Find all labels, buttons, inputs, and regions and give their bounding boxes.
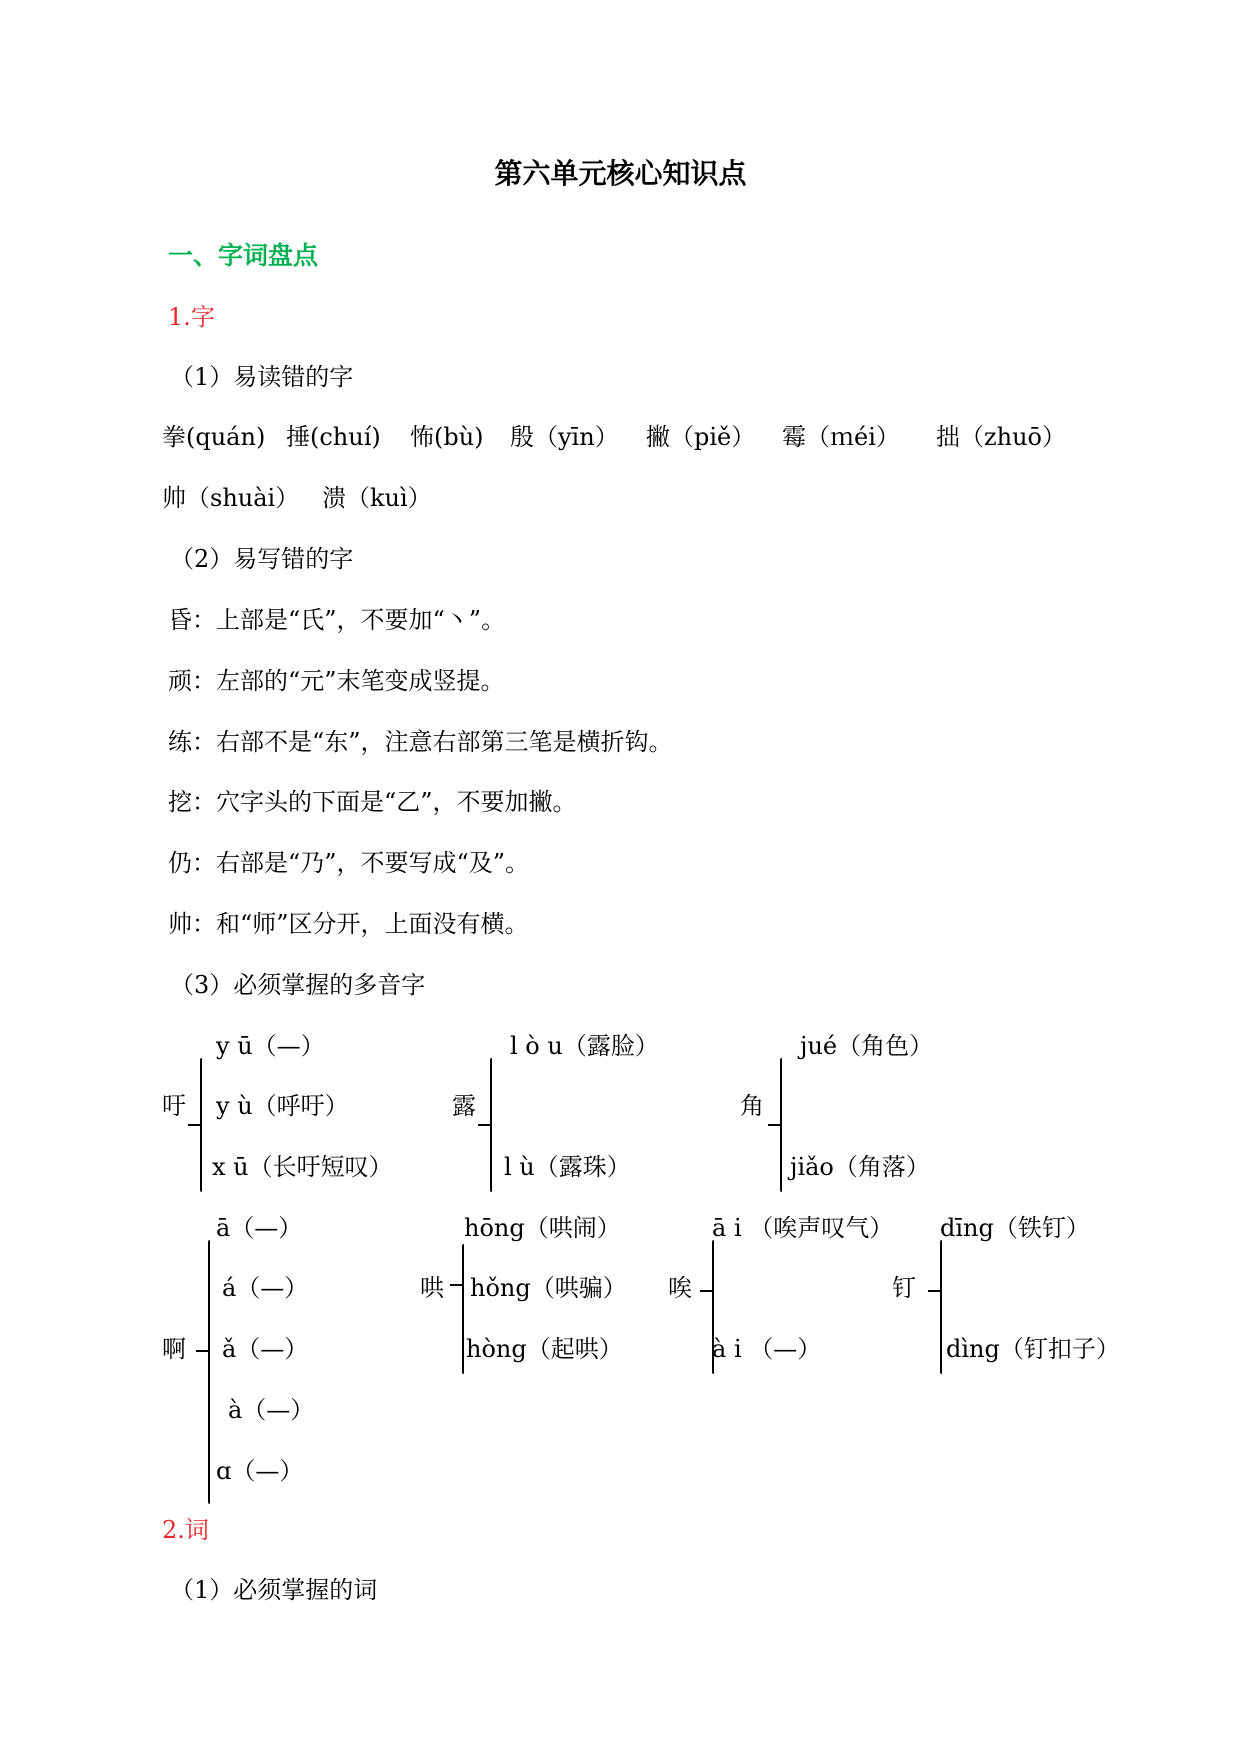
polyphonic-reading: ǎ（—）	[222, 1335, 309, 1363]
brace-icon	[940, 1240, 942, 1374]
polyphonic-reading: jué（角色）	[800, 1032, 934, 1060]
polyphonic-reading: hōng（哄闹）	[464, 1214, 621, 1242]
miswrite-item: 帅：和“师”区分开，上面没有横。	[168, 910, 529, 938]
subheading-characters: 1.字	[168, 303, 215, 331]
miswrite-item: 练：右部不是“东”，注意右部第三笔是横折钩。	[168, 728, 673, 756]
misread-item: 拳(quán)	[162, 423, 266, 451]
polyphonic-char: 啊	[162, 1335, 186, 1363]
polyphonic-reading: ā（—）	[216, 1214, 303, 1242]
brace-icon	[208, 1240, 210, 1504]
heading-easy-misread: （1）易读错的字	[170, 363, 354, 391]
polyphonic-reading: jiǎo（角落）	[790, 1153, 930, 1181]
brace-icon	[490, 1058, 492, 1192]
polyphonic-char: 吁	[162, 1092, 186, 1120]
polyphonic-reading: l ù（露珠）	[504, 1153, 631, 1181]
brace-icon	[200, 1058, 202, 1192]
polyphonic-reading: dīng（铁钉）	[940, 1214, 1090, 1242]
polyphonic-reading: á（—）	[222, 1274, 309, 1302]
misread-item: 帅（shuài）	[162, 484, 300, 512]
misread-item: 撇（piě）	[646, 423, 756, 451]
heading-required-words: （1）必须掌握的词	[170, 1576, 378, 1604]
misread-item: 怖(bù)	[410, 423, 484, 451]
section-heading-vocabulary: 一、字词盘点	[168, 241, 319, 270]
miswrite-item: 昏：上部是“氏”，不要加“丶”。	[168, 606, 506, 634]
polyphonic-reading: dìng（钉扣子）	[946, 1335, 1120, 1363]
heading-easy-miswrite: （2）易写错的字	[170, 545, 354, 573]
miswrite-item: 顽：左部的“元”末笔变成竖提。	[168, 667, 505, 695]
polyphonic-reading: l ò u（露脸）	[510, 1032, 659, 1060]
miswrite-item: 仍：右部是“乃”，不要写成“及”。	[168, 849, 530, 877]
polyphonic-reading: ā i （唉声叹气）	[712, 1214, 894, 1242]
heading-polyphonic: （3）必须掌握的多音字	[170, 971, 426, 999]
misread-item: 溃（kuì）	[322, 484, 432, 512]
page-title: 第六单元核心知识点	[494, 157, 747, 190]
polyphonic-reading: à i （—）	[712, 1335, 822, 1363]
polyphonic-char: 角	[740, 1092, 764, 1120]
polyphonic-reading: hǒng（哄骗）	[470, 1274, 627, 1302]
miswrite-item: 挖：穴字头的下面是“乙”，不要加撇。	[168, 788, 577, 816]
misread-item: 殷（yīn）	[510, 423, 619, 451]
polyphonic-char: 钉	[892, 1274, 916, 1302]
polyphonic-char: 哄	[420, 1274, 444, 1302]
polyphonic-reading: à（—）	[228, 1396, 315, 1424]
polyphonic-char: 唉	[668, 1274, 692, 1302]
brace-icon	[462, 1244, 464, 1374]
polyphonic-reading: hòng（起哄）	[466, 1335, 623, 1363]
misread-item: 拙（zhuō）	[936, 423, 1067, 451]
misread-item: 捶(chuí)	[286, 423, 381, 451]
polyphonic-reading: ɑ（—）	[216, 1457, 304, 1485]
misread-item: 霉（ｍéi）	[782, 423, 900, 451]
brace-icon	[780, 1058, 782, 1192]
polyphonic-reading: y ū（—）	[216, 1032, 325, 1060]
subheading-words: 2.词	[162, 1516, 209, 1544]
polyphonic-reading: y ù（呼吁）	[216, 1092, 349, 1120]
polyphonic-char: 露	[452, 1092, 476, 1120]
polyphonic-reading: x ū（长吁短叹）	[212, 1153, 393, 1181]
